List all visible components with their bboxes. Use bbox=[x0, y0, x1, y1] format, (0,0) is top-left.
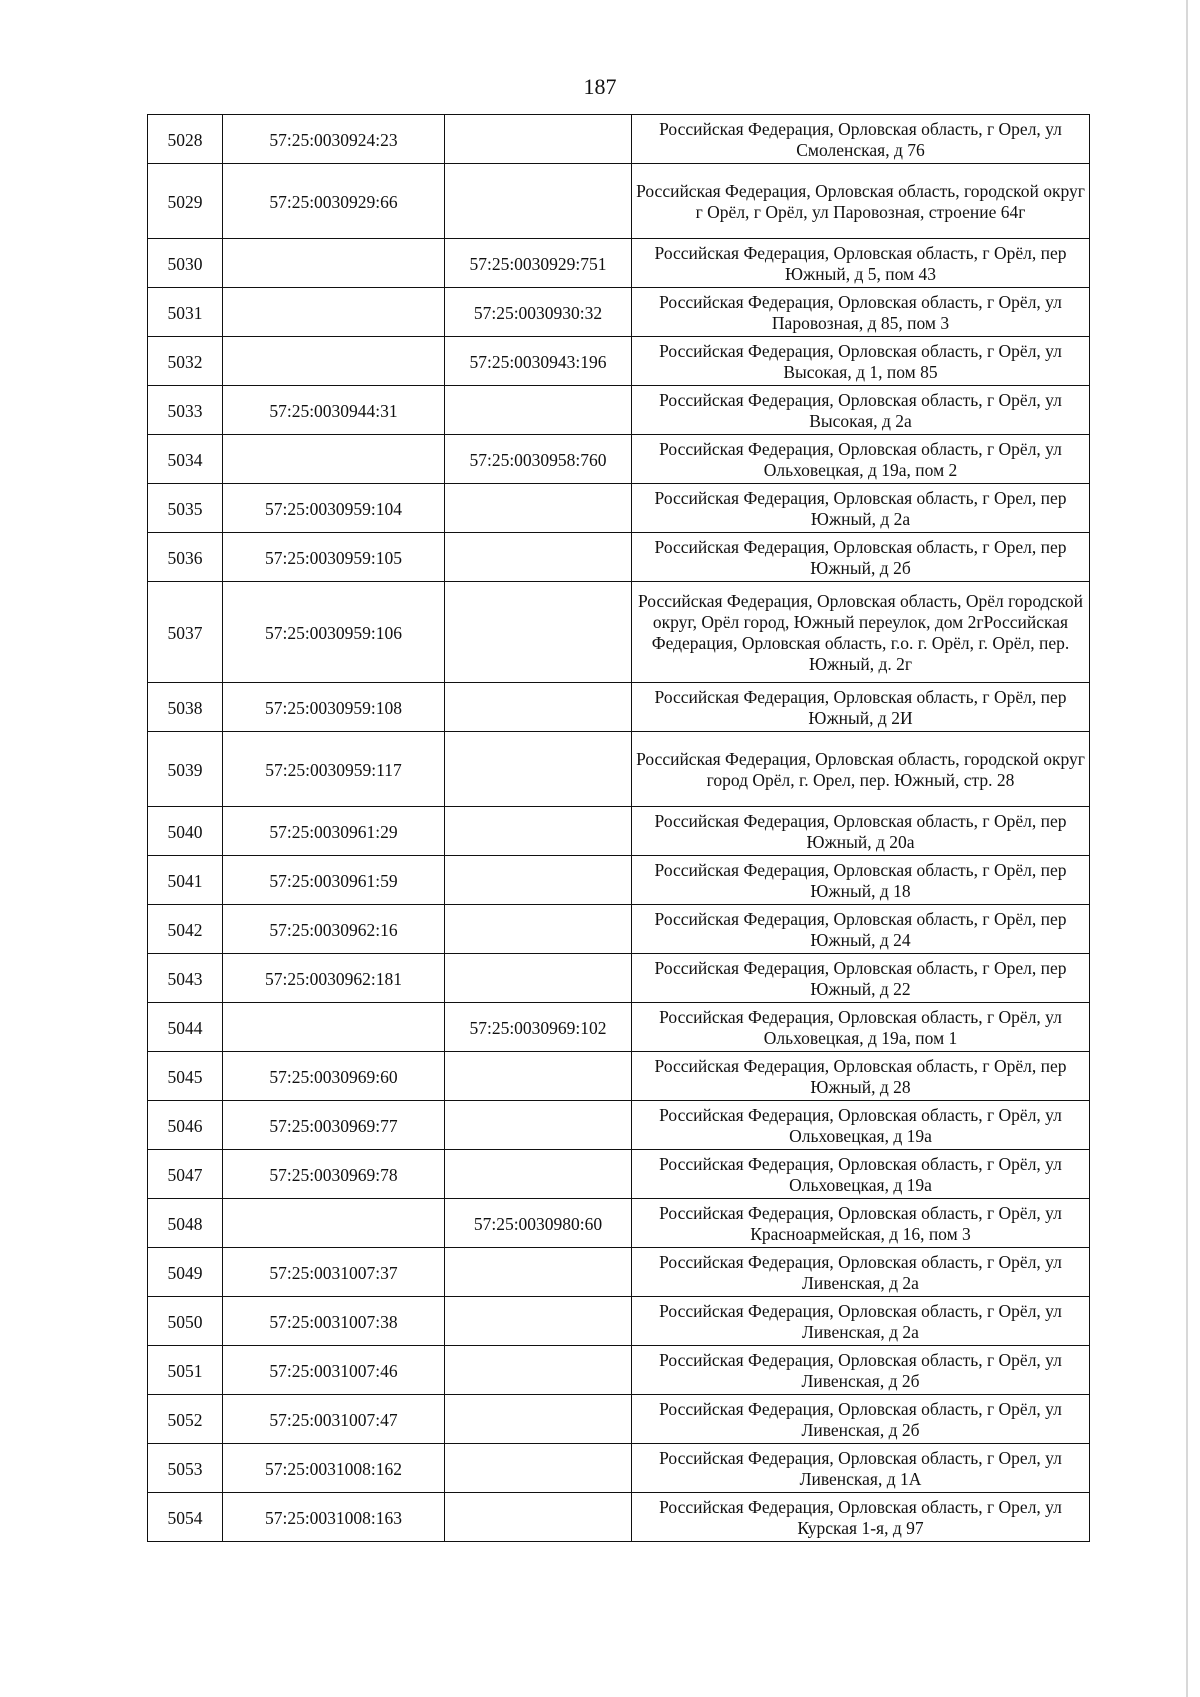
building-cadastral-number-cell bbox=[445, 484, 632, 533]
address-cell: Российская Федерация, Орловская область, г Орел, пер Южный, д 2б bbox=[632, 533, 1090, 582]
table-row bbox=[148, 239, 1090, 288]
table-row bbox=[148, 435, 1090, 484]
address-cell: Российская Федерация, Орловская область, Орёл городской округ, Орёл город, Южный переулок, дом 2гРоссийская Федерация, Орловская область, г.о. г. Орёл, г. Орёл, пер. Южный, д. 2г bbox=[632, 582, 1090, 683]
address-cell: Российская Федерация, Орловская область, г Орёл, ул Высокая, д 1, пом 85 bbox=[632, 337, 1090, 386]
row-number-cell: 5030 bbox=[148, 239, 223, 288]
table-row bbox=[148, 1199, 1090, 1248]
building-cadastral-number-cell bbox=[445, 164, 632, 239]
table-row bbox=[148, 582, 1090, 683]
table-row bbox=[148, 807, 1090, 856]
address-cell: Российская Федерация, Орловская область, г Орел, пер Южный, д 2а bbox=[632, 484, 1090, 533]
address-cell: Российская Федерация, Орловская область, г Орёл, пер Южный, д 28 bbox=[632, 1052, 1090, 1101]
address-cell: Российская Федерация, Орловская область, г Орёл, ул Красноармейская, д 16, пом 3 bbox=[632, 1199, 1090, 1248]
row-number-cell: 5035 bbox=[148, 484, 223, 533]
row-number-cell: 5040 bbox=[148, 807, 223, 856]
address-cell: Российская Федерация, Орловская область, г Орёл, пер Южный, д 20а bbox=[632, 807, 1090, 856]
land-cadastral-number-cell: 57:25:0031007:47 bbox=[223, 1395, 445, 1444]
address-cell: Российская Федерация, Орловская область, г Орёл, пер Южный, д 2И bbox=[632, 683, 1090, 732]
table-row bbox=[148, 1150, 1090, 1199]
address-cell: Российская Федерация, Орловская область, городской округ г Орёл, г Орёл, ул Паровозная, строение 64г bbox=[632, 164, 1090, 239]
building-cadastral-number-cell bbox=[445, 1395, 632, 1444]
address-cell: Российская Федерация, Орловская область, г Орёл, ул Ливенская, д 2б bbox=[632, 1346, 1090, 1395]
row-number-cell: 5031 bbox=[148, 288, 223, 337]
row-number-cell: 5049 bbox=[148, 1248, 223, 1297]
land-cadastral-number-cell: 57:25:0030959:105 bbox=[223, 533, 445, 582]
row-number-cell: 5044 bbox=[148, 1003, 223, 1052]
table-row bbox=[148, 683, 1090, 732]
building-cadastral-number-cell bbox=[445, 1493, 632, 1542]
row-number-cell: 5034 bbox=[148, 435, 223, 484]
row-number-cell: 5045 bbox=[148, 1052, 223, 1101]
building-cadastral-number-cell: 57:25:0030958:760 bbox=[445, 435, 632, 484]
address-cell: Российская Федерация, Орловская область, г Орёл, ул Ольховецкая, д 19а, пом 1 bbox=[632, 1003, 1090, 1052]
table-row bbox=[148, 164, 1090, 239]
land-cadastral-number-cell: 57:25:0030959:117 bbox=[223, 732, 445, 807]
address-cell: Российская Федерация, Орловская область, г Орел, ул Курская 1-я, д 97 bbox=[632, 1493, 1090, 1542]
table-row bbox=[148, 1101, 1090, 1150]
land-cadastral-number-cell: 57:25:0030969:78 bbox=[223, 1150, 445, 1199]
row-number-cell: 5028 bbox=[148, 115, 223, 164]
land-cadastral-number-cell: 57:25:0030962:181 bbox=[223, 954, 445, 1003]
building-cadastral-number-cell bbox=[445, 732, 632, 807]
table-row bbox=[148, 288, 1090, 337]
land-cadastral-number-cell: 57:25:0031007:38 bbox=[223, 1297, 445, 1346]
land-cadastral-number-cell bbox=[223, 337, 445, 386]
land-cadastral-number-cell: 57:25:0030969:77 bbox=[223, 1101, 445, 1150]
building-cadastral-number-cell bbox=[445, 1150, 632, 1199]
row-number-cell: 5036 bbox=[148, 533, 223, 582]
row-number-cell: 5052 bbox=[148, 1395, 223, 1444]
row-number-cell: 5053 bbox=[148, 1444, 223, 1493]
row-number-cell: 5050 bbox=[148, 1297, 223, 1346]
building-cadastral-number-cell: 57:25:0030929:751 bbox=[445, 239, 632, 288]
row-number-cell: 5046 bbox=[148, 1101, 223, 1150]
row-number-cell: 5042 bbox=[148, 905, 223, 954]
building-cadastral-number-cell bbox=[445, 1444, 632, 1493]
land-cadastral-number-cell: 57:25:0031008:163 bbox=[223, 1493, 445, 1542]
land-cadastral-number-cell bbox=[223, 288, 445, 337]
building-cadastral-number-cell bbox=[445, 386, 632, 435]
building-cadastral-number-cell bbox=[445, 683, 632, 732]
land-cadastral-number-cell: 57:25:0030962:16 bbox=[223, 905, 445, 954]
table-row bbox=[148, 484, 1090, 533]
address-cell: Российская Федерация, Орловская область, г Орёл, пер Южный, д 18 bbox=[632, 856, 1090, 905]
land-cadastral-number-cell: 57:25:0031007:46 bbox=[223, 1346, 445, 1395]
building-cadastral-number-cell bbox=[445, 1297, 632, 1346]
scan-edge-line bbox=[1186, 0, 1188, 1697]
row-number-cell: 5032 bbox=[148, 337, 223, 386]
row-number-cell: 5048 bbox=[148, 1199, 223, 1248]
address-cell: Российская Федерация, Орловская область, г Орёл, ул Ливенская, д 2а bbox=[632, 1297, 1090, 1346]
building-cadastral-number-cell bbox=[445, 954, 632, 1003]
land-cadastral-number-cell: 57:25:0031008:162 bbox=[223, 1444, 445, 1493]
building-cadastral-number-cell: 57:25:0030943:196 bbox=[445, 337, 632, 386]
address-cell: Российская Федерация, Орловская область, г Орёл, ул Высокая, д 2а bbox=[632, 386, 1090, 435]
address-cell: Российская Федерация, Орловская область, г Орёл, ул Ольховецкая, д 19а bbox=[632, 1150, 1090, 1199]
land-cadastral-number-cell: 57:25:0030929:66 bbox=[223, 164, 445, 239]
building-cadastral-number-cell bbox=[445, 807, 632, 856]
row-number-cell: 5033 bbox=[148, 386, 223, 435]
table-row bbox=[148, 337, 1090, 386]
building-cadastral-number-cell: 57:25:0030969:102 bbox=[445, 1003, 632, 1052]
row-number-cell: 5039 bbox=[148, 732, 223, 807]
building-cadastral-number-cell bbox=[445, 533, 632, 582]
address-cell: Российская Федерация, Орловская область, г Орёл, ул Ольховецкая, д 19а, пом 2 bbox=[632, 435, 1090, 484]
table-row bbox=[148, 1346, 1090, 1395]
building-cadastral-number-cell: 57:25:0030930:32 bbox=[445, 288, 632, 337]
table-row bbox=[148, 386, 1090, 435]
land-cadastral-number-cell: 57:25:0030944:31 bbox=[223, 386, 445, 435]
address-cell: Российская Федерация, Орловская область, г Орел, ул Ливенская, д 1А bbox=[632, 1444, 1090, 1493]
address-cell: Российская Федерация, Орловская область, г Орел, ул Смоленская, д 76 bbox=[632, 115, 1090, 164]
land-cadastral-number-cell: 57:25:0030961:59 bbox=[223, 856, 445, 905]
land-cadastral-number-cell: 57:25:0030959:104 bbox=[223, 484, 445, 533]
building-cadastral-number-cell: 57:25:0030980:60 bbox=[445, 1199, 632, 1248]
row-number-cell: 5051 bbox=[148, 1346, 223, 1395]
table-row bbox=[148, 1052, 1090, 1101]
land-cadastral-number-cell: 57:25:0030959:108 bbox=[223, 683, 445, 732]
building-cadastral-number-cell bbox=[445, 115, 632, 164]
table-row bbox=[148, 905, 1090, 954]
row-number-cell: 5029 bbox=[148, 164, 223, 239]
row-number-cell: 5041 bbox=[148, 856, 223, 905]
table-row bbox=[148, 1395, 1090, 1444]
building-cadastral-number-cell bbox=[445, 905, 632, 954]
row-number-cell: 5037 bbox=[148, 582, 223, 683]
address-cell: Российская Федерация, Орловская область, г Орёл, пер Южный, д 24 bbox=[632, 905, 1090, 954]
building-cadastral-number-cell bbox=[445, 582, 632, 683]
table-row bbox=[148, 1493, 1090, 1542]
page-number: 187 bbox=[583, 74, 617, 99]
row-number-cell: 5054 bbox=[148, 1493, 223, 1542]
land-cadastral-number-cell bbox=[223, 1199, 445, 1248]
land-cadastral-number-cell: 57:25:0030969:60 bbox=[223, 1052, 445, 1101]
address-cell: Российская Федерация, Орловская область, г Орёл, ул Паровозная, д 85, пом 3 bbox=[632, 288, 1090, 337]
address-cell: Российская Федерация, Орловская область, г Орёл, ул Ольховецкая, д 19а bbox=[632, 1101, 1090, 1150]
building-cadastral-number-cell bbox=[445, 1052, 632, 1101]
land-cadastral-number-cell bbox=[223, 435, 445, 484]
table-row bbox=[148, 732, 1090, 807]
table-row bbox=[148, 115, 1090, 164]
table-row bbox=[148, 1248, 1090, 1297]
property-table bbox=[147, 114, 1090, 1542]
land-cadastral-number-cell: 57:25:0030961:29 bbox=[223, 807, 445, 856]
land-cadastral-number-cell: 57:25:0030924:23 bbox=[223, 115, 445, 164]
land-cadastral-number-cell: 57:25:0030959:106 bbox=[223, 582, 445, 683]
land-cadastral-number-cell bbox=[223, 1003, 445, 1052]
address-cell: Российская Федерация, Орловская область, городской округ город Орёл, г. Орел, пер. Южный, стр. 28 bbox=[632, 732, 1090, 807]
table-row bbox=[148, 856, 1090, 905]
table-row bbox=[148, 1297, 1090, 1346]
address-cell: Российская Федерация, Орловская область, г Орёл, пер Южный, д 5, пом 43 bbox=[632, 239, 1090, 288]
building-cadastral-number-cell bbox=[445, 1101, 632, 1150]
row-number-cell: 5038 bbox=[148, 683, 223, 732]
address-cell: Российская Федерация, Орловская область, г Орел, пер Южный, д 22 bbox=[632, 954, 1090, 1003]
table-row bbox=[148, 1444, 1090, 1493]
table-body bbox=[148, 115, 1090, 1542]
building-cadastral-number-cell bbox=[445, 1248, 632, 1297]
building-cadastral-number-cell bbox=[445, 856, 632, 905]
building-cadastral-number-cell bbox=[445, 1346, 632, 1395]
address-cell: Российская Федерация, Орловская область, г Орёл, ул Ливенская, д 2б bbox=[632, 1395, 1090, 1444]
table-row bbox=[148, 533, 1090, 582]
land-cadastral-number-cell: 57:25:0031007:37 bbox=[223, 1248, 445, 1297]
address-cell: Российская Федерация, Орловская область, г Орёл, ул Ливенская, д 2а bbox=[632, 1248, 1090, 1297]
table-row bbox=[148, 954, 1090, 1003]
table-row bbox=[148, 1003, 1090, 1052]
land-cadastral-number-cell bbox=[223, 239, 445, 288]
row-number-cell: 5043 bbox=[148, 954, 223, 1003]
row-number-cell: 5047 bbox=[148, 1150, 223, 1199]
